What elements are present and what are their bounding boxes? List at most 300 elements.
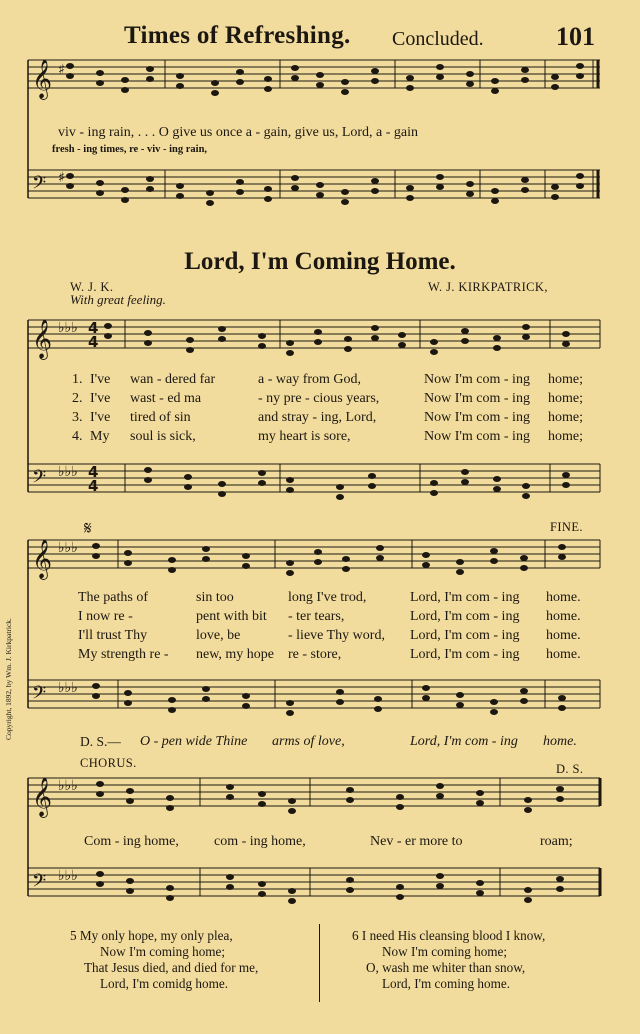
- svg-text:♯: ♯: [58, 170, 65, 186]
- note-head: [96, 180, 104, 186]
- ds-label: D. S.—: [80, 734, 121, 749]
- verse-line: Lord, I'm comidg home.: [100, 976, 228, 991]
- note-head: [368, 483, 376, 489]
- note-head: [236, 79, 244, 85]
- note-head: [316, 72, 324, 78]
- lyric-segment: Now I'm com - ing: [424, 391, 530, 406]
- lyric-segment: home;: [548, 372, 583, 387]
- note-head: [558, 695, 566, 701]
- note-head: [520, 688, 528, 694]
- note-head: [456, 702, 464, 708]
- note-head: [346, 877, 354, 883]
- note-head: [66, 183, 74, 189]
- lyric-segment: - lieve Thy word,: [288, 628, 385, 643]
- note-head: [258, 791, 266, 797]
- note-head: [126, 798, 134, 804]
- note-head: [144, 330, 152, 336]
- note-head: [286, 710, 294, 716]
- staff-1-bass: [28, 464, 600, 492]
- svg-text:𝄢: 𝄢: [32, 683, 47, 708]
- note-head: [430, 480, 438, 486]
- extra-verse-6: [352, 928, 545, 992]
- note-head: [121, 187, 129, 193]
- lyric-segment: Lord, I'm com - ing: [410, 590, 520, 605]
- note-head: [144, 340, 152, 346]
- note-head: [461, 328, 469, 334]
- note-head: [436, 793, 444, 799]
- note-head: [336, 484, 344, 490]
- note-head: [456, 569, 464, 575]
- note-head: [92, 553, 100, 559]
- note-head: [92, 683, 100, 689]
- note-head: [286, 560, 294, 566]
- note-head: [466, 191, 474, 197]
- note-head: [376, 545, 384, 551]
- note-head: [126, 888, 134, 894]
- note-head: [558, 554, 566, 560]
- note-head: [521, 187, 529, 193]
- tempo-marking: With great feeling.: [70, 292, 166, 307]
- note-head: [336, 689, 344, 695]
- svg-text:𝄢: 𝄢: [32, 173, 47, 198]
- note-head: [288, 888, 296, 894]
- verse-number: 1.: [72, 372, 83, 387]
- note-head: [286, 570, 294, 576]
- note-head: [476, 800, 484, 806]
- svg-text:𝄞: 𝄞: [32, 59, 53, 99]
- lyric-segment: and stray - ing, Lord,: [258, 410, 377, 425]
- note-head: [556, 786, 564, 792]
- note-head: [176, 83, 184, 89]
- svg-text:♯: ♯: [58, 62, 65, 78]
- note-head: [226, 874, 234, 880]
- header-concluded: Concluded.: [392, 28, 484, 50]
- note-head: [376, 555, 384, 561]
- note-head: [211, 90, 219, 96]
- svg-text:4: 4: [88, 333, 99, 351]
- note-head: [96, 80, 104, 86]
- note-head: [226, 784, 234, 790]
- note-head: [126, 878, 134, 884]
- note-head: [556, 796, 564, 802]
- note-head: [562, 341, 570, 347]
- note-head: [314, 329, 322, 335]
- note-head: [398, 342, 406, 348]
- verse-line: I need His cleansing blood I know,: [361, 928, 546, 943]
- note-head: [371, 335, 379, 341]
- note-head: [396, 894, 404, 900]
- note-head: [466, 81, 474, 87]
- lyric-segment: I've: [90, 372, 111, 387]
- note-head: [264, 76, 272, 82]
- note-head: [236, 179, 244, 185]
- note-head: [258, 881, 266, 887]
- segno-sign: 𝄋: [84, 518, 92, 538]
- note-head: [396, 804, 404, 810]
- note-head: [218, 336, 226, 342]
- note-head: [168, 707, 176, 713]
- note-head: [184, 474, 192, 480]
- note-head: [314, 559, 322, 565]
- note-head: [551, 74, 559, 80]
- svg-text:♭♭♭: ♭♭♭: [58, 778, 78, 794]
- note-head: [168, 557, 176, 563]
- svg-text:♭♭♭: ♭♭♭: [58, 540, 78, 556]
- lyric-segment: The paths of: [78, 590, 148, 605]
- lyric-segment: Now I'm com - ing: [424, 429, 530, 444]
- lyric-segment: home.: [543, 734, 577, 749]
- note-head: [316, 82, 324, 88]
- verse-line: O, wash me whiter than snow,: [366, 960, 526, 975]
- note-head: [368, 473, 376, 479]
- staff-2-treble: [28, 540, 600, 568]
- note-head: [258, 333, 266, 339]
- note-head: [490, 548, 498, 554]
- verse-line: That Jesus died, and died for me,: [84, 960, 259, 975]
- lyric-segment: roam;: [540, 834, 573, 849]
- note-head: [436, 883, 444, 889]
- note-head: [436, 783, 444, 789]
- lyric-segment: love, be: [196, 628, 241, 643]
- note-head: [184, 484, 192, 490]
- lyric-segment: I've: [90, 410, 111, 425]
- note-head: [522, 334, 530, 340]
- lyric-segment: Nev - er more to: [370, 834, 463, 849]
- lyric-segment: Now I'm com - ing: [424, 410, 530, 425]
- verse-line: Lord, I'm coming home.: [382, 976, 510, 991]
- note-head: [422, 552, 430, 558]
- lyric-segment: My strength re -: [78, 647, 169, 662]
- note-head: [430, 339, 438, 345]
- note-head: [96, 871, 104, 877]
- lyric-segment: soul is sick,: [130, 429, 196, 444]
- svg-text:𝄢: 𝄢: [32, 467, 47, 492]
- note-head: [66, 73, 74, 79]
- note-head: [176, 193, 184, 199]
- extra-verse-5: [70, 928, 258, 992]
- words-by: W. J. K.: [70, 280, 114, 294]
- note-head: [456, 559, 464, 565]
- note-head: [218, 326, 226, 332]
- lyric-segment: home;: [548, 391, 583, 406]
- verse-number: 3.: [72, 410, 83, 425]
- verse-line: Now I'm coming home;: [100, 944, 226, 959]
- note-head: [476, 880, 484, 886]
- lyric-segment: Com - ing home,: [84, 834, 179, 849]
- note-head: [430, 349, 438, 355]
- lyric-segment: com - ing home,: [214, 834, 306, 849]
- staff-3-treble: [28, 778, 600, 806]
- lyric-segment: a - way from God,: [258, 372, 362, 387]
- note-head: [522, 493, 530, 499]
- note-head: [406, 85, 414, 91]
- note-head: [176, 183, 184, 189]
- note-head: [346, 887, 354, 893]
- staff-3-bass: [28, 868, 600, 896]
- note-head: [422, 695, 430, 701]
- svg-text:♭♭♭: ♭♭♭: [58, 464, 78, 480]
- lyric-segment: Lord, I'm com - ing: [410, 628, 520, 643]
- note-head: [491, 88, 499, 94]
- note-head: [121, 87, 129, 93]
- lyric-segment: - ter tears,: [288, 609, 345, 624]
- note-head: [436, 64, 444, 70]
- note-head: [521, 67, 529, 73]
- note-head: [436, 873, 444, 879]
- note-head: [166, 805, 174, 811]
- lyric-segment: tired of sin: [130, 410, 191, 425]
- note-head: [551, 84, 559, 90]
- lyric-segment: home;: [548, 410, 583, 425]
- note-head: [490, 558, 498, 564]
- note-head: [291, 65, 299, 71]
- verse-line: My only hope, my only plea,: [79, 928, 233, 943]
- fine-marking: FINE.: [550, 520, 583, 534]
- note-head: [461, 479, 469, 485]
- note-head: [524, 807, 532, 813]
- note-head: [491, 188, 499, 194]
- lyric-segment: Lord, I'm com - ing: [410, 734, 518, 749]
- note-head: [124, 560, 132, 566]
- note-head: [258, 343, 266, 349]
- note-head: [520, 698, 528, 704]
- note-head: [346, 787, 354, 793]
- svg-text:4: 4: [88, 477, 99, 495]
- lyric-segment: home.: [546, 590, 581, 605]
- lyric-segment: Now I'm com - ing: [424, 372, 530, 387]
- note-head: [520, 565, 528, 571]
- note-head: [291, 175, 299, 181]
- note-head: [144, 467, 152, 473]
- svg-text:4: 4: [88, 319, 99, 337]
- note-head: [104, 333, 112, 339]
- note-head: [336, 494, 344, 500]
- note-head: [66, 63, 74, 69]
- note-head: [166, 895, 174, 901]
- note-head: [436, 184, 444, 190]
- lyric-segment: home.: [546, 628, 581, 643]
- lyric-segment: new, my hope: [196, 647, 275, 662]
- lyric-segment: I'll trust Thy: [78, 628, 148, 643]
- note-head: [576, 63, 584, 69]
- note-head: [124, 700, 132, 706]
- note-head: [96, 781, 104, 787]
- note-head: [286, 700, 294, 706]
- note-head: [146, 76, 154, 82]
- note-head: [436, 174, 444, 180]
- staff-prev-bass: [28, 170, 600, 198]
- note-head: [461, 338, 469, 344]
- note-head: [168, 567, 176, 573]
- note-head: [96, 190, 104, 196]
- note-head: [206, 190, 214, 196]
- lyric-segment: - ny pre - cious years,: [258, 391, 380, 406]
- note-head: [258, 480, 266, 486]
- note-head: [374, 696, 382, 702]
- note-head: [406, 75, 414, 81]
- note-head: [242, 563, 250, 569]
- note-head: [341, 199, 349, 205]
- note-head: [490, 699, 498, 705]
- lyric-segment: wast - ed ma: [130, 391, 202, 406]
- note-head: [466, 181, 474, 187]
- note-head: [242, 693, 250, 699]
- lyric-segment: re - store,: [288, 647, 342, 662]
- verse-number: 2.: [72, 391, 83, 406]
- note-head: [430, 490, 438, 496]
- note-head: [524, 897, 532, 903]
- note-head: [288, 898, 296, 904]
- chorus-label: CHORUS.: [80, 756, 137, 770]
- verse-number: 6: [352, 928, 359, 943]
- note-head: [186, 337, 194, 343]
- note-head: [264, 186, 272, 192]
- note-head: [286, 340, 294, 346]
- note-head: [104, 323, 112, 329]
- note-head: [398, 332, 406, 338]
- note-head: [562, 482, 570, 488]
- note-head: [371, 325, 379, 331]
- note-head: [206, 200, 214, 206]
- note-head: [96, 791, 104, 797]
- svg-text:𝄞: 𝄞: [32, 777, 53, 817]
- note-head: [92, 693, 100, 699]
- note-head: [314, 549, 322, 555]
- note-head: [422, 685, 430, 691]
- note-head: [226, 794, 234, 800]
- lyric-segment: Lord, I'm com - ing: [410, 647, 520, 662]
- note-head: [406, 185, 414, 191]
- note-head: [202, 546, 210, 552]
- prev-hymn-lyric-alt: fresh - ing times, re - viv - ing rain,: [52, 144, 208, 155]
- note-head: [344, 336, 352, 342]
- note-head: [124, 550, 132, 556]
- note-head: [341, 189, 349, 195]
- note-head: [121, 197, 129, 203]
- note-head: [218, 481, 226, 487]
- note-head: [461, 469, 469, 475]
- note-head: [406, 195, 414, 201]
- note-head: [342, 566, 350, 572]
- note-head: [236, 189, 244, 195]
- note-head: [146, 66, 154, 72]
- note-head: [226, 884, 234, 890]
- lyric-segment: wan - dered far: [130, 372, 216, 387]
- note-head: [524, 887, 532, 893]
- lyric-segment: I've: [90, 391, 111, 406]
- lyric-segment: home.: [546, 609, 581, 624]
- lyric-segment: pent with bit: [196, 609, 267, 624]
- lyric-segment: home;: [548, 429, 583, 444]
- note-head: [556, 876, 564, 882]
- note-head: [521, 77, 529, 83]
- note-head: [168, 697, 176, 703]
- svg-text:♭♭♭: ♭♭♭: [58, 868, 78, 884]
- note-head: [371, 188, 379, 194]
- note-head: [524, 797, 532, 803]
- note-head: [556, 886, 564, 892]
- note-head: [146, 186, 154, 192]
- note-head: [264, 86, 272, 92]
- note-head: [374, 706, 382, 712]
- note-head: [520, 555, 528, 561]
- note-head: [493, 476, 501, 482]
- note-head: [371, 78, 379, 84]
- note-head: [242, 553, 250, 559]
- note-head: [166, 795, 174, 801]
- lyric-segment: Lord, I'm com - ing: [410, 609, 520, 624]
- note-head: [490, 709, 498, 715]
- svg-text:𝄢: 𝄢: [32, 871, 47, 896]
- note-head: [341, 79, 349, 85]
- note-head: [316, 182, 324, 188]
- staff-1-treble: [28, 320, 600, 348]
- note-head: [576, 173, 584, 179]
- chorus-ds: D. S.: [556, 762, 584, 776]
- note-head: [202, 556, 210, 562]
- svg-text:4: 4: [88, 463, 99, 481]
- note-head: [258, 891, 266, 897]
- note-head: [96, 881, 104, 887]
- lyric-segment: O - pen wide Thine: [140, 734, 248, 749]
- header-title: Times of Refreshing.: [124, 22, 351, 49]
- note-head: [286, 477, 294, 483]
- note-head: [493, 486, 501, 492]
- svg-text:♭♭♭: ♭♭♭: [58, 320, 78, 336]
- verse-divider: [319, 924, 320, 1002]
- note-head: [124, 690, 132, 696]
- note-head: [166, 885, 174, 891]
- note-head: [341, 89, 349, 95]
- note-head: [126, 788, 134, 794]
- note-head: [551, 184, 559, 190]
- note-head: [346, 797, 354, 803]
- note-head: [521, 177, 529, 183]
- note-head: [314, 339, 322, 345]
- note-head: [176, 73, 184, 79]
- hymn-title: Lord, I'm Coming Home.: [184, 248, 456, 275]
- note-head: [476, 890, 484, 896]
- note-head: [121, 77, 129, 83]
- note-head: [551, 194, 559, 200]
- note-head: [146, 176, 154, 182]
- note-head: [66, 173, 74, 179]
- lyric-segment: home.: [546, 647, 581, 662]
- note-head: [522, 483, 530, 489]
- note-head: [288, 798, 296, 804]
- note-head: [371, 178, 379, 184]
- note-head: [236, 69, 244, 75]
- lyric-segment: arms of love,: [272, 734, 345, 749]
- note-head: [562, 472, 570, 478]
- note-head: [396, 884, 404, 890]
- note-head: [316, 192, 324, 198]
- note-head: [291, 185, 299, 191]
- note-head: [576, 73, 584, 79]
- lyric-segment: My: [90, 429, 110, 444]
- verse-line: Now I'm coming home;: [382, 944, 508, 959]
- copyright-note: Copyright, 1892, by Wm. J. Kirkpatrick.: [4, 618, 13, 740]
- note-head: [493, 335, 501, 341]
- note-head: [202, 696, 210, 702]
- svg-text:𝄞: 𝄞: [32, 319, 53, 359]
- note-head: [291, 75, 299, 81]
- note-head: [202, 686, 210, 692]
- note-head: [242, 703, 250, 709]
- note-head: [336, 699, 344, 705]
- note-head: [476, 790, 484, 796]
- svg-text:♭♭♭: ♭♭♭: [58, 680, 78, 696]
